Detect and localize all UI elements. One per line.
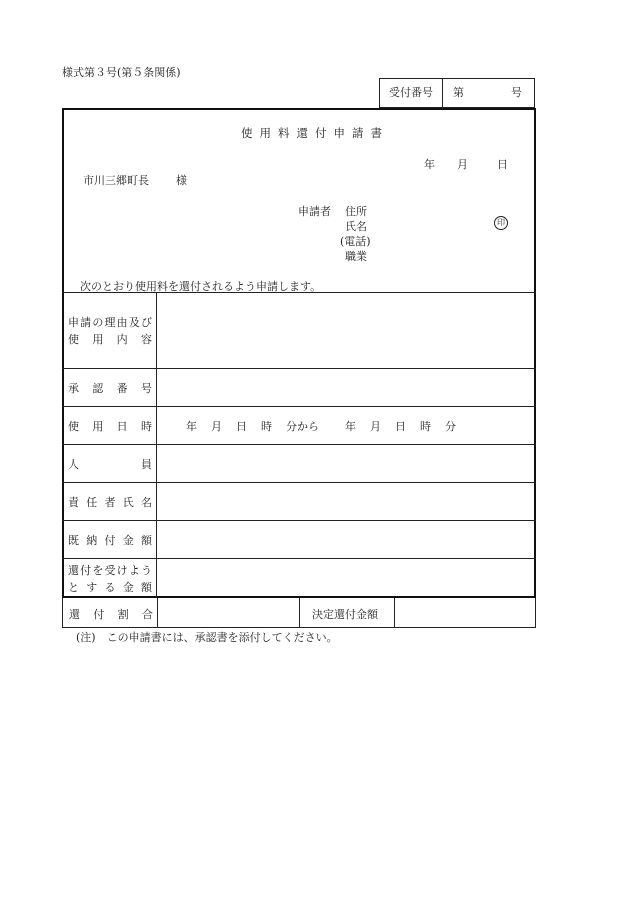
usage-end-day: 日 [395, 420, 406, 433]
label-column-divider [156, 292, 157, 598]
usage-start-minute: 分から [286, 420, 319, 433]
usage-end-hour: 時 [420, 420, 431, 433]
refund-rate-row [62, 598, 536, 628]
reason-label [68, 314, 152, 348]
receipt-number-box [379, 78, 535, 108]
refund-amount-label [68, 562, 152, 596]
usage-end-minute: 分 [445, 420, 456, 433]
row-divider [62, 292, 536, 293]
responsible-person-label: 責任者氏名 [68, 496, 152, 509]
receipt-suffix: 号 [511, 86, 522, 99]
row-divider [62, 482, 536, 483]
intro-statement: 次のとおり使用料を還付されるよう申請します。 [80, 280, 322, 293]
usage-start-month: 月 [211, 420, 222, 433]
usage-end-year: 年 [345, 420, 356, 433]
receipt-prefix: 第 [453, 86, 464, 99]
persons-label: 人員 [68, 458, 152, 471]
column-divider [299, 598, 300, 627]
row-divider [62, 558, 536, 559]
addressee: 市川三郷町長 [83, 174, 149, 187]
approval-number-label: 承認番号 [68, 382, 152, 395]
applicant-label: 申請者 [298, 205, 331, 218]
usage-end-month: 月 [370, 420, 381, 433]
addressee-honorific: 様 [176, 174, 187, 187]
applicant-occupation-label: 職業 [345, 250, 367, 263]
form-number: 様式第３号(第５条関係) [62, 66, 181, 79]
usage-start-day: 日 [236, 420, 247, 433]
row-divider [62, 368, 536, 369]
date-month: 月 [457, 158, 468, 171]
column-divider [394, 598, 395, 627]
refund-amount-label-line1: 還付を受けよう [68, 564, 152, 577]
applicant-address-label: 住所 [345, 205, 367, 218]
reason-label-line2: 使用内容 [68, 333, 152, 346]
usage-datetime-value [186, 418, 456, 434]
reason-label-line1: 申請の理由及び [68, 316, 152, 329]
row-divider [62, 520, 536, 521]
usage-datetime-label: 使用日時 [68, 420, 152, 433]
receipt-label: 受付番号 [380, 79, 443, 107]
row-divider [62, 444, 536, 445]
usage-start-year: 年 [186, 420, 197, 433]
usage-start-hour: 時 [261, 420, 272, 433]
date-year: 年 [424, 158, 435, 171]
applicant-name-label: 氏名 [345, 220, 367, 233]
applicant-phone-label: (電話) [340, 235, 371, 248]
seal-mark-icon: 印 [494, 216, 508, 230]
column-divider [157, 598, 158, 627]
row-divider [62, 406, 536, 407]
paid-amount-label: 既納付金額 [68, 534, 152, 547]
footnote: (注) この申請書には、承認書を添付してください。 [76, 631, 338, 644]
form-title: 使用料還付申請書 [241, 126, 389, 140]
decided-refund-amount-label: 決定還付金額 [312, 608, 378, 621]
date-day: 日 [497, 158, 508, 171]
refund-rate-label: 還付割合 [69, 608, 153, 621]
refund-amount-label-line2: とする金額 [68, 581, 152, 594]
